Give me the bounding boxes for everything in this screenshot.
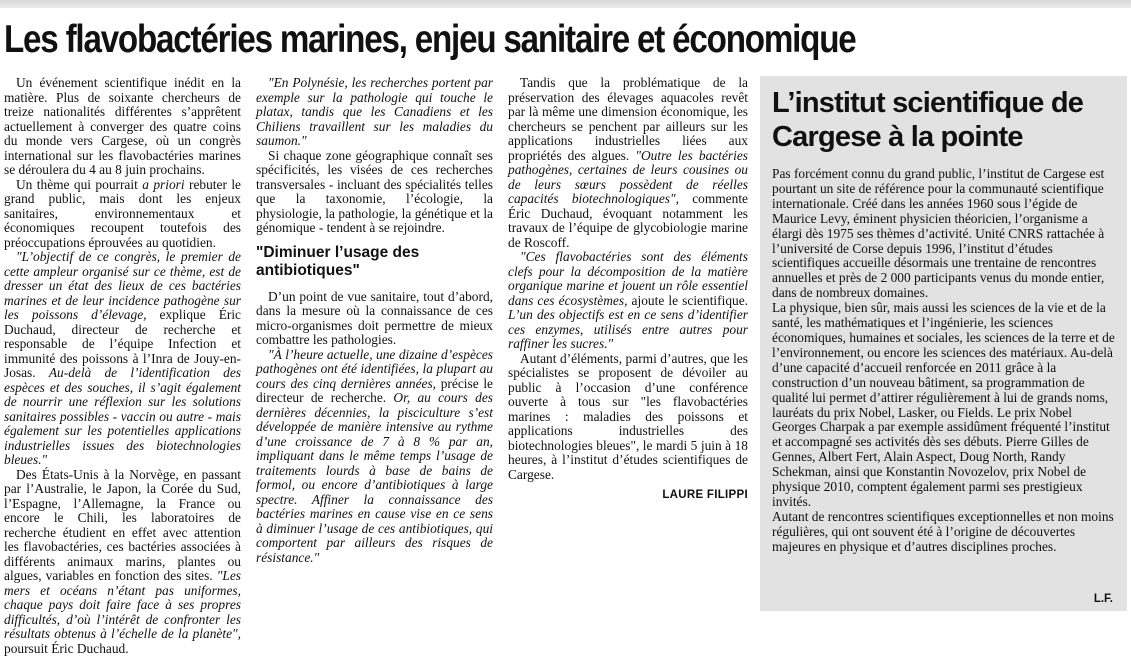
sidebar-body (772, 167, 1115, 555)
paragraph: La physique, bien sûr, mais aussi les sciences de la vie et de la santé, les mathématiques et l’ingénierie, les sciences économiques, humaines et sociales, les sciences de la terre et de l’environnement, ou encore les sciences des matériaux. Au-delà d’une capacité d’accueil renforcée en 2011 grâce à la construction d’un nouveau bâtiment, sa programmation de qualité lui permet d’attirer régulièrement à lui de grands noms, lauréats du prix Nobel, Lasker, ou Fields. Le prix Nobel Georges Charpak a par exemple assidûment fréquenté l’institut et accompagné ses activités dès ses débuts. Pierre Gilles de Gennes, Albert Fert, Alain Aspect, Doug North, Randy Schekman, ainsi que Konstantin Novozelov, prix Nobel de physique 2010, comptent également parmi ses prestigieux invités. (772, 301, 1115, 510)
paragraph: Autant de rencontres scientifiques exceptionnelles et non moins régulières, qui ont souvent été à l’origine de découvertes majeures en physique et d’autres disciplines proches. (772, 510, 1115, 555)
paragraph: Un événement scientifique inédit en la matière. Plus de soixante chercheurs de treize nationalités différentes s’apprêtent actuellement à converger des quatre coins du monde vers Cargese, où un congrès international sur les flavobactéries marines se déroulera du 4 au 8 juin prochains. (4, 76, 241, 178)
sidebar-box (760, 76, 1127, 611)
paragraph: Pas forcément connu du grand public, l’institut de Cargese est pourtant un site de référence pour la communauté scientifique internationale. Créé dans les années 1960 sous l’égide de Maurice Levy, éminent physicien théoricien, l’organisme a élargi dès 1975 ses thèmes d’activité. Unité CNRS rattachée à l’université de Corse depuis 1996, l’institut d’études scientifiques accueille désormais une trentaine de rencontres annuelles et près de 2 000 participants venus du monde entier, dans de nombreux domaines. (772, 167, 1115, 301)
sidebar-title: L’institut scientifique de Cargese à la pointe (772, 86, 1117, 154)
paragraph: "Ces flavobactéries sont des éléments clefs pour la décomposition de la matière organique marine et jouent un rôle essentiel dans ces écosystèmes, ajoute le scientifique. L’un des objectifs est en ce sens d’identifier ces enzymes, utilisés entre autres pour raffiner les sucres." (508, 250, 748, 352)
paragraph: "L’objectif de ce congrès, le premier de cette ampleur organisé sur ce thème, est de dresser un état des lieux de ces bactéries marines et de leur incidence pathogène sur les poissons d’élevage, explique Éric Duchaud, directeur de recherche et responsable de l’équipe Infection et immunité des poissons à l’Inra de Jouy-en-Josas. Au-delà de l’identification des espèces et des souches, il s’agit également de nourrir une réflexion sur les solutions sanitaires possibles - vaccin ou autre - mais également sur les potentielles applications industrielles issues des biotechnologies bleues." (4, 250, 241, 468)
paragraph: "À l’heure actuelle, une dizaine d’espèces pathogènes ont été identifiées, la plupart au cours des cinq dernières années, précise le directeur de recherche. Or, au cours des dernières décennies, la pisciculture s’est développée de manière intensive au rythme d’une croissance de 7 à 8 % par an, impliquant dans le même temps l’usage de traitements lourds à base de bains de formol, ou encore d’antibiotiques à large spectre. Affiner la connaissance des bactéries marines en cause vise en ce sens à diminuer l’usage de ces antibiotiques, qui comportent par ailleurs des risques de résistance." (256, 348, 493, 566)
article-column-3 (508, 76, 748, 616)
paragraph: Autant d’éléments, parmi d’autres, que les spécialistes se proposent de dévoiler au public à l’occasion d’une conférence ouverte à tous sur "les flavobactéries marines : maladies des poissons et applications industrielles des biotechnologies bleues", le mardi 5 juin à 18 heures, à l’institut d’études scientifiques de Cargese. (508, 352, 748, 483)
paragraph: Un thème qui pourrait a priori rebuter le grand public, mais dont les enjeux sanitaires, environnementaux et économiques recoupent toutefois des préoccupations éprouvées au quotidien. (4, 178, 241, 251)
headline: Les flavobactéries marines, enjeu sanitaire et économique (4, 11, 959, 69)
paragraph: Si chaque zone géographique connaît ses spécificités, les visées de ces recherches transversales - incluant des spécialités telles que la taxonomie, l’écologie, la physiologie, la pathologie, la génétique et la génomique - tendent à se rejoindre. (256, 149, 493, 236)
paragraph: Tandis que la problématique de la préservation des élevages aquacoles revêt par là même une dimension économique, les chercheurs se penchent par ailleurs sur les applications industrielles liées aux propriétés des algues. "Outre les bactéries pathogènes, certaines de leurs cousines ou de leurs sœurs possèdent de réelles capacités biotechnologiques", commente Éric Duchaud, évoquant notamment les travaux de l’équipe de glycobiologie marine de Roscoff. (508, 76, 748, 250)
top-rule (0, 0, 1131, 8)
article-author: LAURE FILIPPI (508, 488, 748, 503)
paragraph: Des États-Unis à la Norvège, en passant par l’Australie, le Japon, la Corée du Sud, l’Espagne, l’Allemagne, la France ou encore le Chili, les laboratoires de recherche étudient en effet avec attention les flavobactéries, ces bactéries associées à différents animaux marins, plantes ou algues, variables en fonction des sites. "Les mers et océans n’étant pas uniformes, chaque pays doit faire face à ses propres difficultés, d’où l’intérêt de confronter les résultats obtenus à l’échelle de la planète", poursuit Éric Duchaud. (4, 468, 241, 656)
paragraph: "En Polynésie, les recherches portent par exemple sur la pathologie qui touche le platax, tandis que les Canadiens et les Chiliens travaillent sur les maladies du saumon." (256, 76, 493, 149)
subheading: "Diminuer l’usage des antibiotiques" (256, 244, 493, 280)
sidebar-author: L.F. (1094, 593, 1113, 605)
article-column-1 (4, 76, 241, 616)
article-column-2 (256, 76, 493, 616)
paragraph: D’un point de vue sanitaire, tout d’abord, dans la mesure où la connaissance de ces micro-organismes doit permettre de mieux combattre les pathologies. (256, 290, 493, 348)
